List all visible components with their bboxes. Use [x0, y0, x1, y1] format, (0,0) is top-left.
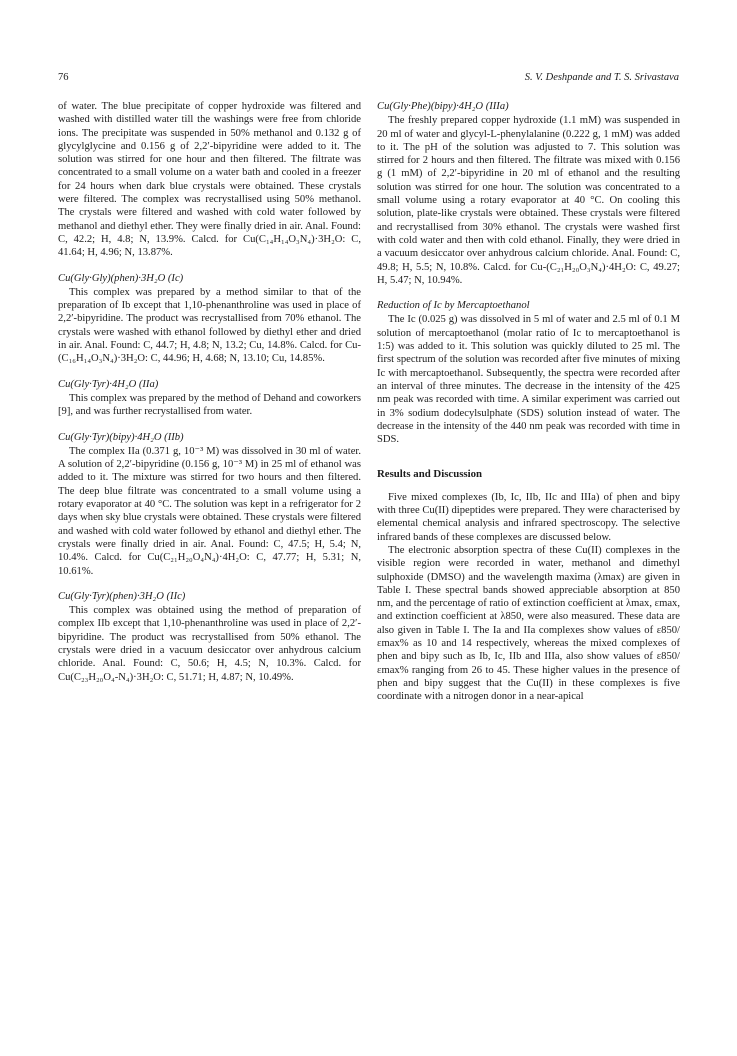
subsection-heading: Reduction of Ic by Mercaptoethanol [377, 300, 530, 312]
running-head: S. V. Deshpande and T. S. Srivastava [524, 72, 679, 83]
body-paragraph: The freshly prepared copper hydroxide (1.1 mM) was suspended in 20 ml of water and glycyl-L-phenylalanine (0.222 g, 1 mM) was added to it. The pH of the solution was adjusted to 7. This solution was stirred for 2 hours and then filtered. The filtrate was mixed with 0.156 g (1 mM) of 2,2′-bipyridine in 20 ml of ethanol and the resulting solution was stirred for one hour. The solution was concentrated to a small volume using a rotary evaporator at 40 °C. On cooling this solution, plate-like crystals were obtained. These crystals were filtered and recrystallised from 30% ethanol. The crystals were washed first with cold water and then with cold ethanol. Finally, they were dried in a vacuum desiccator over anhydrous calcium chloride. Anal. Found: C, 49.8; H, 5.5; N, 10.8%. Calcd. for Cu-(C₂₁H₂₀O₃N₄)·4H₂O: C, 49.27; H, 5.47; N, 10.94%. [377, 115, 680, 286]
section-heading: Results and Discussion [377, 468, 483, 481]
body-paragraph: The Ic (0.025 g) was dissolved in 5 ml of water and 2.5 ml of 0.1 M solution of mercaptoethanol (molar ratio of Ic to mercaptoethanol is 1:5) was added to it. This solution was quickly diluted to 25 ml. The first spectrum of the solution was recorded after five minutes of mixing Ic with mercaptoethanol. Subsequently, the spectra were recorded after an interval of three minutes. The decrease in the intensity of the 425 nm peak was recorded with time. A similar experiment was carried out in 3% sodium dodecylsulphate (SDS) solution instead of water. The decrease in the intensity of the 440 nm peak was recorded with time in SDS. [377, 314, 680, 446]
body-paragraph: The electronic absorption spectra of these Cu(II) complexes in the visible region were recorded in water, methanol and dimethyl sulphoxide (DMSO) and the wavelength maxima (λmax) are given in Table I. These spectral bands showed appreciable absorption at 850 nm, and the percentage of ratio of extinction coefficient at λmax, εmax, and extinction coefficient at λ850, were also measured. These data are also given in Table I. The Ia and IIa complexes show values of ε850/εmax% as 10 and 14 respectively, whereas the mixed complexes of phen and bipy such as Ib, Ic, IIb and IIIa, also show values of ε850/εmax% ranging from 26 to 45. These higher values in the presence of phen and bipy suggest that the Cu(II) in these complexes is five coordinate with a nitrogen donor in a near-apical [377, 544, 680, 703]
subsection-heading: Cu(Gly·Tyr)(bipy)·4H₂O (IIb) [58, 431, 184, 443]
subsection-heading: Cu(Gly·Phe)(bipy)·4H₂O (IIIa) [377, 101, 509, 112]
left-column [58, 100, 361, 684]
body-paragraph: This complex was prepared by a method similar to that of the preparation of Ib except that 1,10-phenanthroline was used in place of 2,2′-bipyridine. The product was recrystallised from 70% ethanol. The crystals were washed with ethanol followed by diethyl ether and dried in air. Anal. Found: C, 44.7; H, 4.8; N, 13.2; Cu, 14.8%. Calcd. for Cu-(C₁₆H₁₄O₃N₄)·3H₂O: C, 44.96; H, 4.68; N, 13.10; Cu, 14.85%. [58, 286, 361, 365]
right-column [377, 100, 680, 703]
body-paragraph: This complex was prepared by the method of Dehand and coworkers [9], and was further recrystallised from water. [58, 392, 361, 418]
body-paragraph: of water. The blue precipitate of copper hydroxide was filtered and washed with distilled water till the washings were free from chloride ions. The precipitate was suspended in 50% methanol and 0.132 g of glycylglycine and 0.156 g of 2,2′-bipyridine were added to it. The solution was stirred for one hour and then filtered. The filtrate was concentrated to a small volume on a water bath and cooled in a freezer for 24 hours when dark blue crystals were obtained. These crystals were filtered. The complex was recrystallised using 50% methanol. The crystals were filtered and washed with cold water followed by methanol and diethyl ether. They were finally dried in air. Anal. Found: C, 42.2; H, 4.8; N, 13.9%. Calcd. for Cu(C₁₄H₁₄O₃N₄)·3H₂O: C, 41.64; H, 4.96; N, 13.87%. [58, 101, 361, 259]
page-number: 76 [58, 72, 69, 83]
subsection-heading: Cu(Gly·Gly)(phen)·3H₂O (Ic) [58, 272, 184, 284]
body-paragraph: This complex was obtained using the method of preparation of complex IIb except that 1,10-phenanthroline was used in place of 2,2′-bipyridine. The product was recrystallised from 50% ethanol. The crystals were dried in a vacuum desiccator over anhydrous calcium chloride. Anal. Found: C, 50.6; H, 4.5; N, 10.3%. Calcd. for Cu(C₂₃H₂₀O₄-N₄)·3H₂O: C, 51.71; H, 4.87; N, 10.49%. [58, 605, 361, 683]
subsection-heading: Cu(Gly·Tyr)(phen)·3H₂O (IIc) [58, 590, 186, 602]
body-paragraph: The complex IIa (0.371 g, 10⁻³ M) was dissolved in 30 ml of water. A solution of 2,2′-bipyridine (0.156 g, 10⁻³ M) in 25 ml of ethanol was added to it. The mixture was stirred for two hours and then filtered. The deep blue filtrate was concentrated to a small volume using a rotary evaporator at 40 °C. The solution was kept in a refrigerator for 2 days when sky blue crystals were obtained. These crystals were filtered and washed with cold water followed by ethanol and diethyl ether. The crystals were finally dried in air. Anal. Found: C, 47.5; H, 5.4; N, 10.4%. Calcd. for Cu(C₂₁H₂₀O₄N₄)·4H₂O: C, 47.77; H, 5.31; N, 10.61%. [58, 445, 361, 577]
subsection-heading: Cu(Gly·Tyr)·4H₂O (IIa) [58, 378, 159, 390]
body-paragraph: Five mixed complexes (Ib, Ic, IIb, IIc and IIIa) of phen and bipy with three Cu(II) dipeptides were prepared. They were characterised by elemental chemical analysis and infrared spectroscopy. The selective infrared bands of these complexes are discussed below. [377, 491, 680, 543]
page-header [58, 72, 679, 88]
